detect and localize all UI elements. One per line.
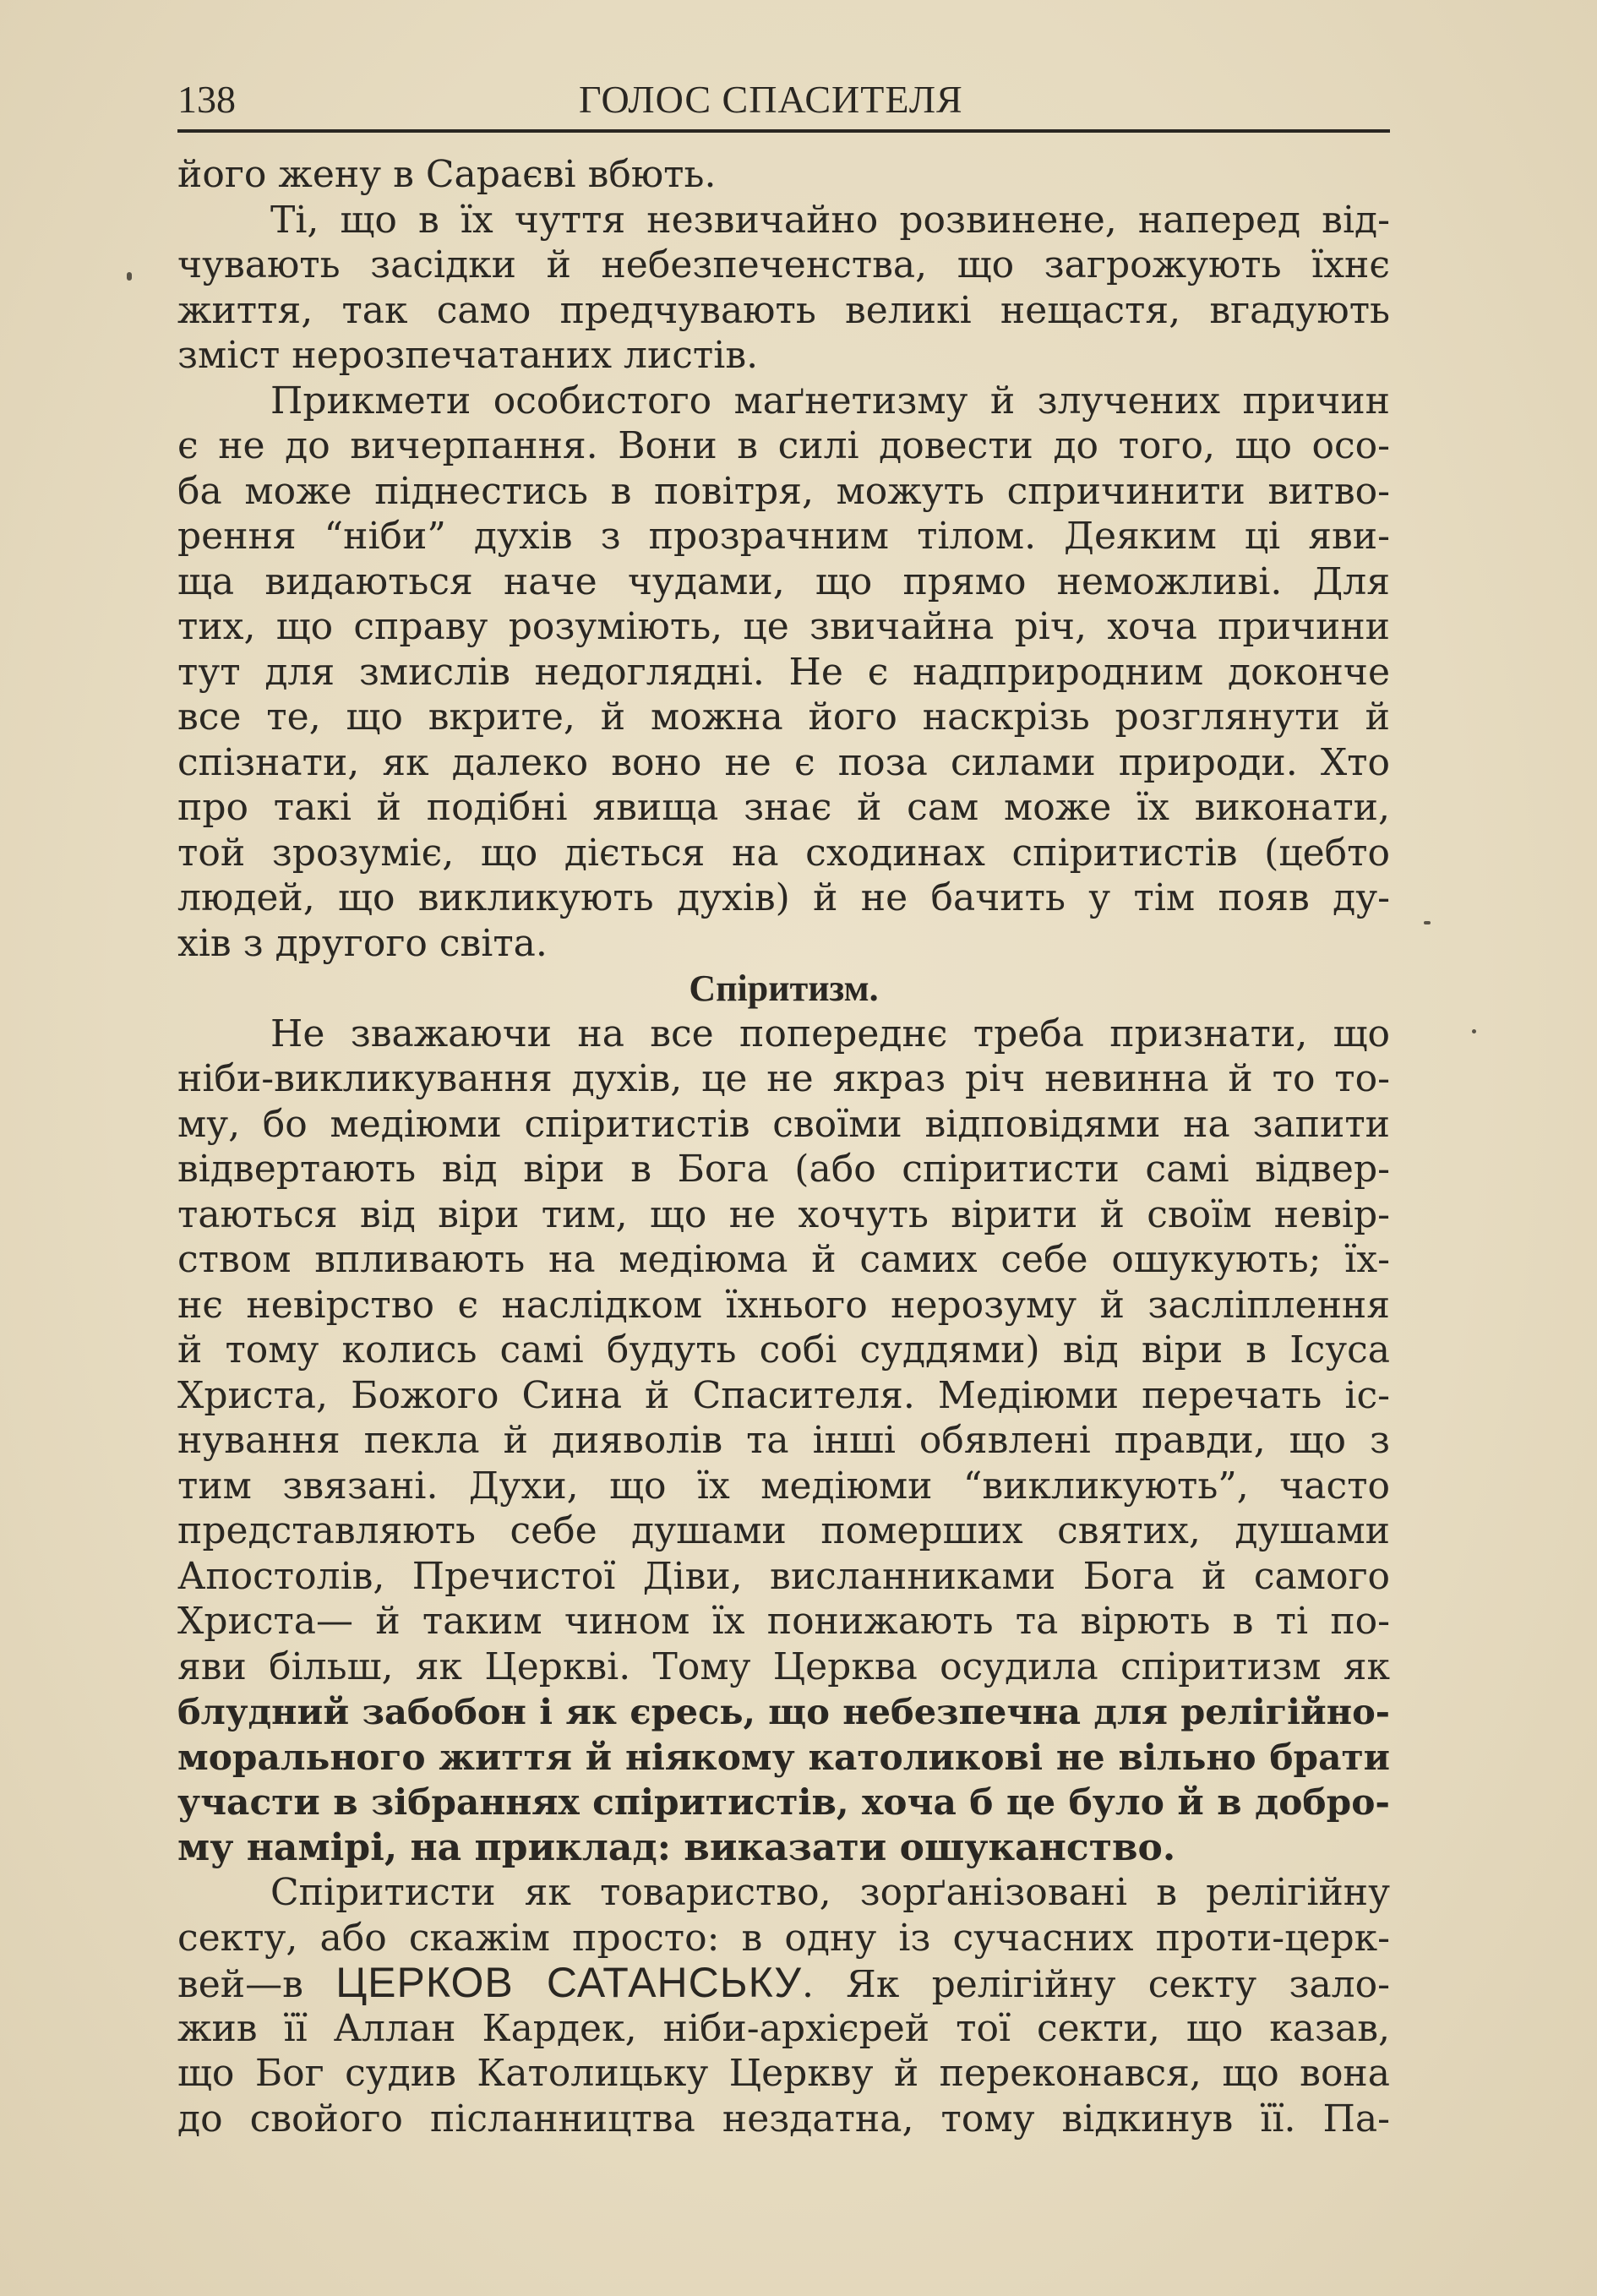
running-title: ГОЛОС СПАСИТЕЛЯ	[579, 78, 963, 121]
text-line: секту, або скажім просто: в одну із сучасних проти-церк-	[177, 1916, 1390, 1960]
text-line: нє невірство є наслідком їхнього нерозуму й засліплення	[177, 1283, 1390, 1327]
text-line: й тому колись самі будуть собі суддями) від віри в Ісуса	[177, 1328, 1390, 1372]
paper-speck	[1472, 1029, 1476, 1033]
text-line: відвертають від віри в Бога (або спіритисти самі відвер-	[177, 1148, 1390, 1191]
body-text	[177, 152, 1390, 2141]
text-line: ща видаються наче чудами, що прямо неможливі. Для	[177, 559, 1390, 603]
text-line: до свойого післанництва нездатна, тому відкинув її. Па-	[177, 2097, 1390, 2141]
bold-text-line: блудний забобон і як єресь, що небезпечна для релігійно-	[177, 1691, 1390, 1732]
section-heading: Спіритизм.	[689, 968, 879, 1009]
text-line: його жену в Сараєві вбють.	[177, 153, 717, 196]
text-line: ством впливають на медіюма й самих себе ошукують; їх-	[177, 1238, 1390, 1281]
text-line: Апостолів, Пречистої Діви, висланниками Бога й самого	[177, 1554, 1390, 1598]
page-number: 138	[177, 78, 236, 121]
text-line: спізнати, як далеко воно не є поза силами природи. Хто	[177, 740, 1390, 784]
text-line: тим звязані. Духи, що їх медіюми “викликують”, часто	[177, 1464, 1390, 1508]
text-line: хів з другого світа.	[177, 921, 548, 965]
text-line: людей, що викликують духів) й не бачить у тім появ ду-	[177, 876, 1390, 919]
text-line: Ті, що в їх чуття незвичайно розвинене, наперед від-	[270, 198, 1390, 242]
text-line: тих, що справу розуміють, це звичайна річ, хоча причини	[177, 605, 1390, 648]
text-fragment: вей—в	[177, 1963, 336, 2006]
text-line: представляють себе душами померших святих, душами	[177, 1509, 1390, 1552]
text-line: нування пекла й дияволів та інші обявлені правди, що з	[177, 1419, 1390, 1462]
text-line: ба може піднестись в повітря, можуть спричинити витво-	[177, 469, 1390, 513]
text-line	[177, 1961, 1390, 2006]
text-line: є не до вичерпання. Вони в силі довести до того, що осо-	[177, 424, 1390, 467]
text-line: про такі й подібні явища знає й сам може їх виконати,	[177, 786, 1390, 829]
bold-text-line: участи в зібраннях спіритистів, хоча б це було й в добро-	[177, 1781, 1390, 1823]
paper-speck	[1424, 921, 1431, 924]
text-line: жив її Аллан Кардек, ніби-архієрей тої секти, що казав,	[177, 2006, 1390, 2050]
bold-text-line: морального життя й ніякому католикові не вільно брати	[177, 1735, 1390, 1778]
text-line: таються від віри тим, що не хочуть вірити й своїм невір-	[177, 1192, 1390, 1236]
text-line: що Бог судив Католицьку Церкву й переконався, що вона	[177, 2052, 1390, 2095]
text-line: Спіритисти як товариство, зорґанізовані в релігійну	[270, 1871, 1390, 1914]
text-line: тут для змислів недоглядні. Не є надприродним доконче	[177, 650, 1390, 694]
text-fragment: . Як релігійну секту зало-	[802, 1963, 1390, 2006]
bold-text-line: му намірі, на приклад: виказати ошуканство.	[177, 1825, 1176, 1869]
text-line: Христа, Божого Сина й Спасителя. Медіюми перечать іс-	[177, 1373, 1390, 1417]
text-line: все те, що вкрите, й можна його наскрізь розглянути й	[177, 695, 1390, 739]
paper-speck	[127, 272, 132, 281]
text-line: той зрозуміє, що діється на сходинах спіритистів (цебто	[177, 831, 1390, 875]
text-line: ніби-викликування духів, це не якраз річ невинна й то то-	[177, 1057, 1390, 1100]
text-line: зміст нерозпечатаних листів.	[177, 334, 759, 377]
text-line: Не зважаючи на все попереднє треба признати, що	[270, 1012, 1390, 1055]
text-line: чувають засідки й небезпеченства, що загрожують їхнє	[177, 243, 1390, 286]
text-line: рення “ніби” духів з прозрачним тілом. Деяким ці яви-	[177, 515, 1390, 558]
text-line: му, бо медіюми спіритистів своїми відповідями на запити	[177, 1102, 1390, 1146]
text-line: Христа— й таким чином їх понижають та вірють в ті по-	[177, 1600, 1390, 1643]
text-line: життя, так само предчувають великі нещастя, вгадують	[177, 288, 1390, 332]
text-line: Прикмети особистого маґнетизму й злучених причин	[270, 379, 1390, 423]
text-line: яви більш, як Церкві. Тому Церква осудила спіритизм як	[177, 1644, 1390, 1688]
page-header	[177, 74, 1390, 134]
header-rule	[177, 129, 1390, 133]
emphasized-caps-text: ЦЕРКОВ САТАНСЬКУ	[335, 1959, 803, 2006]
